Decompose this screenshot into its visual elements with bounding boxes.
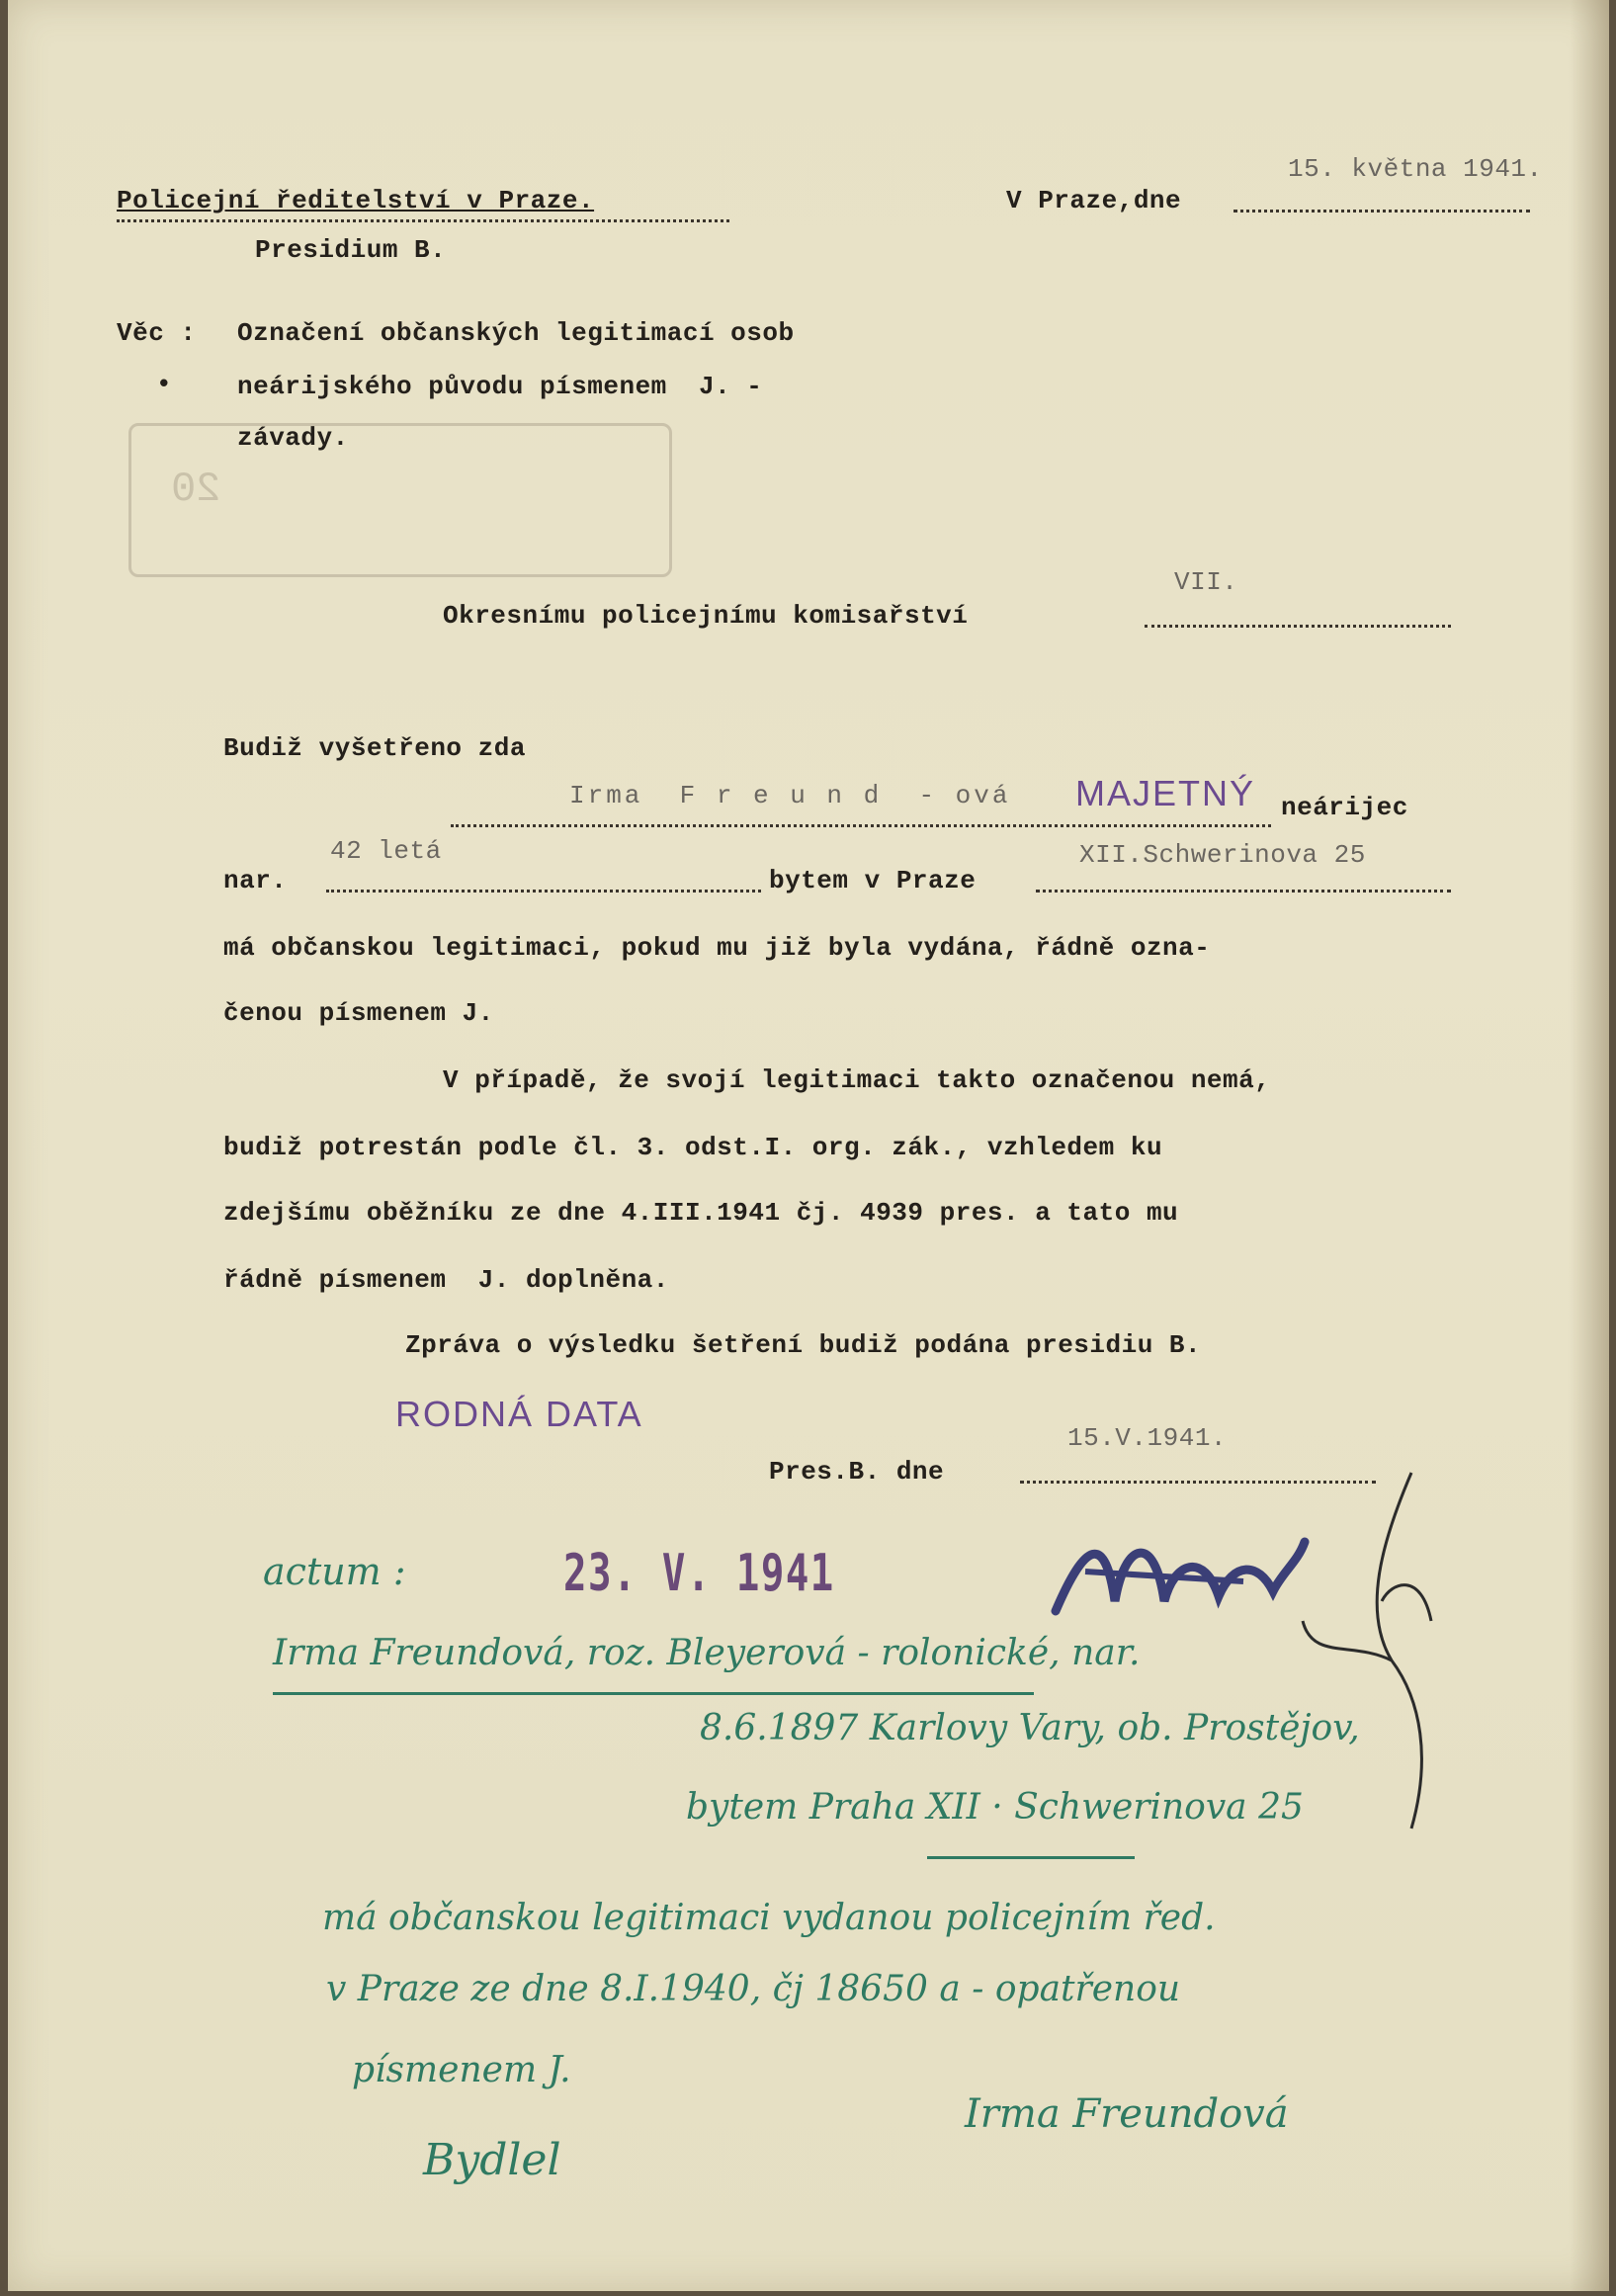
office-heading: Policejní ředitelství v Praze. xyxy=(117,186,595,215)
non-aryan-label: neárijec xyxy=(1281,793,1408,822)
subject-line-1: Označení občanských legitimací osob xyxy=(237,318,795,348)
hand-line-1: Irma Freundová, roz. Bleyerová - rolonické, nar. xyxy=(273,1633,1141,1673)
subject-label: Věc : xyxy=(117,318,197,348)
pres-date: 15.V.1941. xyxy=(1067,1423,1228,1453)
residence-dotted-line xyxy=(1036,890,1451,893)
subject-bullet: • xyxy=(156,370,173,399)
document-page xyxy=(8,0,1609,2291)
heading-underline xyxy=(117,219,729,222)
department-heading: Presidium B. xyxy=(255,235,447,265)
name-dotted-line xyxy=(451,824,1271,827)
addressee-dotted-line xyxy=(1145,625,1451,628)
hand-line-2: 8.6.1897 Karlovy Vary, ob. Prostějov, xyxy=(700,1708,1360,1748)
body-line-d: budiž potrestán podle čl. 3. odst.I. org. zák., vzhledem ku xyxy=(223,1133,1163,1162)
body-line-a: má občanskou legitimaci, pokud mu již byla vydána, řádně ozna- xyxy=(223,933,1211,963)
official-signature-mark xyxy=(1046,1502,1313,1641)
rodna-data-stamp: RODNÁ DATA xyxy=(395,1394,643,1434)
body-line-f: řádně písmenem J. doplněna. xyxy=(223,1265,669,1295)
body-line-g: Zpráva o výsledku šetření budiž podána presidiu B. xyxy=(405,1330,1202,1360)
hand-line-5: v Praze ze dne 8.I.1940, čj 18650 a - opatřenou xyxy=(326,1969,1181,2009)
place-date-label: V Praze,dne xyxy=(1006,186,1182,215)
addressee-line: Okresnímu policejnímu komisařství xyxy=(443,601,969,631)
body-intro: Budiž vyšetřeno zda xyxy=(223,733,526,763)
body-line-e: zdejšímu oběžníku ze dne 4.III.1941 čj. 4939 pres. a tato mu xyxy=(223,1198,1179,1228)
address: XII.Schwerinova 25 xyxy=(1079,840,1366,870)
hand-underline-2 xyxy=(927,1856,1135,1859)
hand-signature-official: Bydlel xyxy=(423,2135,561,2185)
hand-line-6: písmenem J. xyxy=(352,2050,571,2090)
page-edge-shadow xyxy=(1570,0,1609,2291)
subject-line-3: závady. xyxy=(237,423,349,453)
born-label: nar. xyxy=(223,866,288,895)
received-date-stamp: 23. V. 1941 xyxy=(563,1544,835,1603)
residence-label: bytem v Praze xyxy=(769,866,977,895)
district-number: VII. xyxy=(1174,567,1238,597)
date-dotted-line xyxy=(1233,210,1530,213)
subject-line-2: neárijského původu písmenem J. - xyxy=(237,372,763,401)
majetny-stamp: MAJETNÝ xyxy=(1075,773,1256,813)
hand-underline xyxy=(273,1692,1034,1695)
age: 42 letá xyxy=(330,836,442,866)
pres-label: Pres.B. dne xyxy=(769,1457,945,1487)
person-name: Irma F r e u n d - ová xyxy=(569,781,1011,810)
body-line-c: V případě, že svojí legitimaci takto označenou nemá, xyxy=(443,1065,1271,1095)
pencil-flourish xyxy=(1293,1463,1451,1838)
born-dotted-line xyxy=(326,890,761,893)
body-line-b: čenou písmenem J. xyxy=(223,998,494,1028)
faded-stamp-ghost: 20 xyxy=(128,423,672,577)
hand-actum: actum : xyxy=(263,1550,406,1593)
hand-line-4: má občanskou legitimaci vydanou policejním řed. xyxy=(322,1898,1216,1938)
hand-line-3: bytem Praha XII · Schwerinova 25 xyxy=(686,1787,1304,1828)
document-date: 15. května 1941. xyxy=(1288,154,1543,184)
hand-signature-person: Irma Freundová xyxy=(965,2091,1289,2137)
